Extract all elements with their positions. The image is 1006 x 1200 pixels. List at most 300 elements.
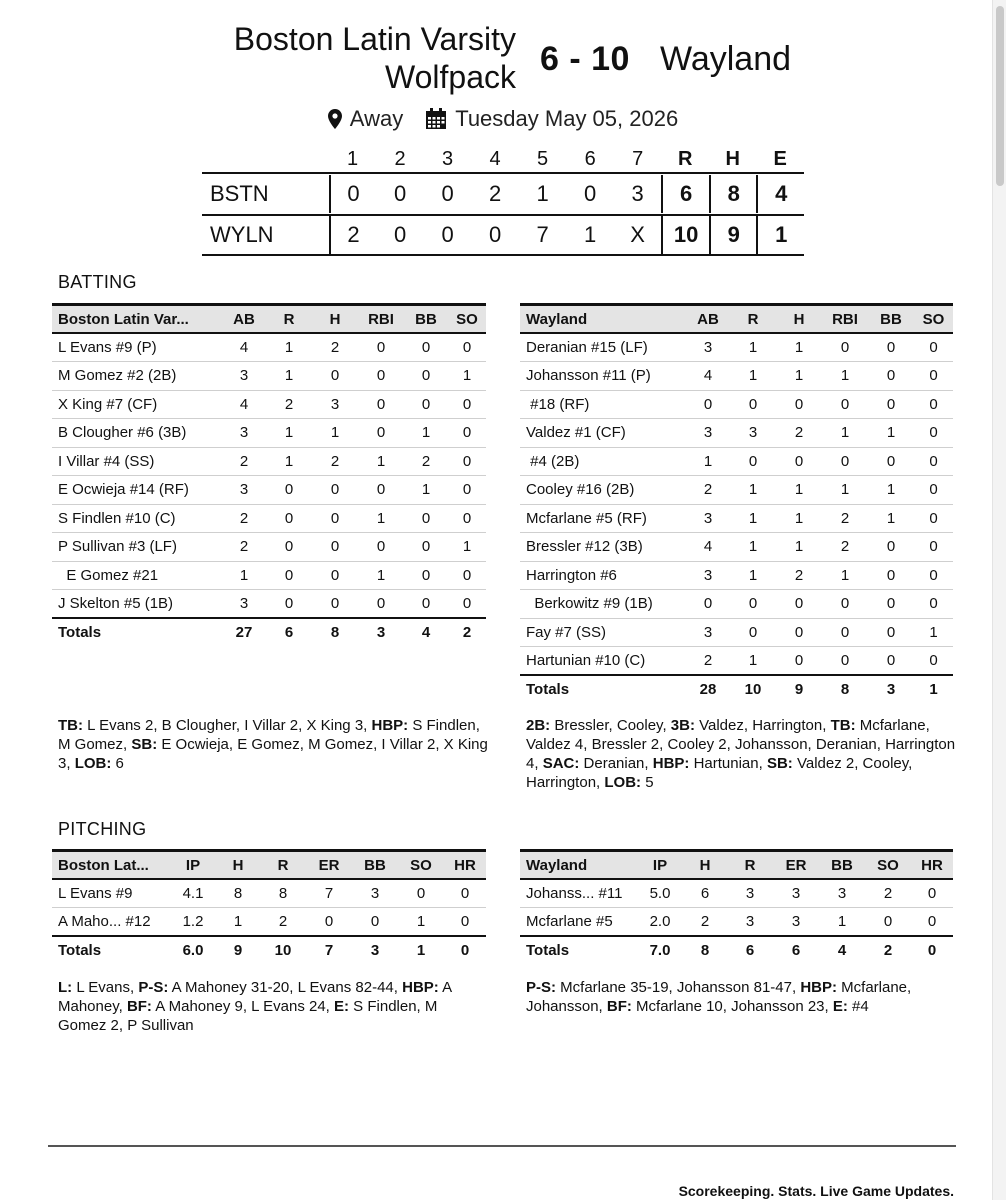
note-label: TB: — [58, 717, 83, 734]
note-text: Mcfarlane, Valdez 4, Bressler 2, Cooley 2, Johansson, Deranian, Harrington 4, — [526, 717, 956, 772]
player-row — [520, 908, 953, 937]
linescore — [202, 146, 804, 256]
stat-cell: 1 — [730, 362, 776, 391]
inning-score: 1 — [536, 181, 549, 206]
stat-cell: 3 — [773, 879, 819, 908]
stat-cell: 0 — [312, 362, 358, 391]
stat-cell: 2 — [222, 504, 266, 533]
player-name: E Gomez #21 — [52, 561, 222, 590]
game-header — [0, 18, 1006, 98]
stat-cell: 2 — [222, 533, 266, 562]
stat-column-header: BB — [880, 310, 902, 328]
stat-cell: 0 — [914, 390, 953, 419]
note-label: L: — [58, 979, 73, 996]
stat-cell: 1.2 — [170, 908, 216, 937]
stat-cell: 3 — [312, 390, 358, 419]
stat-cell: 1 — [776, 333, 822, 362]
stat-cell: 0 — [312, 533, 358, 562]
team-column-header: Boston Lat... — [58, 856, 149, 874]
stat-cell: 1 — [776, 476, 822, 505]
stat-cell: 3 — [686, 561, 730, 590]
stat-cell: 1 — [358, 447, 404, 476]
stat-cell: 0 — [822, 390, 868, 419]
note-label: BF: — [606, 998, 632, 1015]
footer-divider — [48, 1145, 956, 1147]
table-header-row — [520, 851, 953, 880]
player-name: Harrington #6 — [520, 561, 686, 590]
stat-cell: 1 — [266, 447, 312, 476]
stat-cell: 0 — [404, 590, 448, 619]
stat-cell: 1 — [730, 476, 776, 505]
player-name: Mcfarlane #5 — [520, 908, 637, 937]
stat-column-header: IP — [185, 856, 201, 874]
stat-cell: 1 — [730, 561, 776, 590]
note-text: Valdez 2, Cooley, Harrington, — [526, 755, 913, 791]
player-row — [520, 419, 953, 448]
totals-label: Totals — [58, 624, 102, 642]
stat-cell: 2 — [686, 476, 730, 505]
inning-header: 4 — [489, 147, 501, 170]
inning-score: 0 — [393, 181, 407, 206]
stat-cell: 0 — [914, 333, 953, 362]
totals-cell: 3 — [376, 624, 386, 642]
inning-score: 0 — [441, 222, 454, 247]
inning-score: 0 — [488, 222, 502, 247]
errors-header: E — [773, 147, 787, 170]
stat-cell: 1 — [776, 533, 822, 562]
stat-cell: 2 — [266, 390, 312, 419]
totals-cell: 7 — [324, 942, 334, 960]
player-name: Hartunian #10 (C) — [520, 647, 686, 676]
player-row — [52, 590, 486, 619]
stat-cell: 6 — [683, 879, 727, 908]
note-label: SB: — [766, 755, 793, 772]
stat-cell: 2 — [312, 333, 358, 362]
stat-cell: 0 — [868, 362, 914, 391]
player-name: #4 (2B) — [520, 447, 686, 476]
inning-header: 6 — [584, 147, 596, 170]
note-label: HBP: — [652, 755, 690, 772]
note-label: 3B: — [670, 717, 695, 734]
inning-score: 7 — [536, 222, 549, 247]
hits-total: 9 — [709, 216, 757, 254]
stat-cell: 0 — [398, 879, 444, 908]
stat-cell: 0 — [914, 504, 953, 533]
stat-cell: 0 — [868, 618, 914, 647]
stat-cell: 1 — [358, 504, 404, 533]
stat-column-header: H — [699, 856, 711, 874]
hits-header: H — [725, 147, 740, 170]
totals-cell: 10 — [274, 942, 292, 960]
totals-cell: 8 — [840, 681, 850, 699]
player-row — [52, 447, 486, 476]
home-batting-notes — [58, 716, 488, 773]
stat-cell: 0 — [404, 362, 448, 391]
player-row — [520, 879, 953, 908]
player-name: Cooley #16 (2B) — [520, 476, 686, 505]
stat-cell: 0 — [404, 390, 448, 419]
stat-cell: 0 — [911, 908, 953, 937]
stat-column-header: HR — [454, 856, 476, 874]
note-text: #4 — [847, 998, 869, 1015]
player-name: X King #7 (CF) — [52, 390, 222, 419]
stat-cell: 0 — [448, 561, 486, 590]
player-name: E Ocwieja #14 (RF) — [52, 476, 222, 505]
stat-cell: 1 — [266, 362, 312, 391]
stat-cell: 0 — [914, 561, 953, 590]
inning-score: 0 — [441, 181, 454, 206]
stat-cell: 2 — [312, 447, 358, 476]
stat-cell: 4 — [686, 533, 730, 562]
stat-cell: 0 — [868, 447, 914, 476]
inning-score: 0 — [393, 222, 407, 247]
table-header-row — [52, 851, 486, 880]
stat-cell: 0 — [266, 590, 312, 619]
stat-cell: 1 — [266, 333, 312, 362]
stat-cell: 4 — [222, 390, 266, 419]
away-batting-table — [520, 303, 953, 704]
date-info — [425, 106, 678, 132]
note-label: SB: — [131, 736, 158, 753]
player-row — [52, 362, 486, 391]
linescore-body — [202, 172, 804, 256]
stat-cell: 3 — [819, 879, 865, 908]
totals-cell: 3 — [370, 942, 380, 960]
note-text: 5 — [641, 774, 654, 791]
batting-section-title: BATTING — [58, 272, 137, 292]
player-name: J Skelton #5 (1B) — [52, 590, 222, 619]
stat-cell: 0 — [358, 533, 404, 562]
stat-cell: 2 — [822, 504, 868, 533]
stat-cell: 1 — [868, 476, 914, 505]
stat-cell: 1 — [686, 447, 730, 476]
totals-cell: 2 — [883, 942, 893, 960]
stat-cell: 2 — [686, 647, 730, 676]
stat-cell: 0 — [448, 419, 486, 448]
stat-cell: 1 — [819, 908, 865, 937]
player-row — [520, 590, 953, 619]
stat-cell: 1 — [822, 419, 868, 448]
player-row — [520, 647, 953, 676]
stat-cell: 1 — [730, 504, 776, 533]
stat-cell: 0 — [686, 590, 730, 619]
stat-cell: 0 — [914, 590, 953, 619]
totals-cell: 10 — [744, 681, 762, 699]
stat-cell: 3 — [222, 362, 266, 391]
totals-cell: 9 — [794, 681, 804, 699]
stat-cell: 1 — [776, 504, 822, 533]
stat-column-header: ER — [318, 856, 340, 874]
stat-cell: 0 — [266, 561, 312, 590]
errors-total: 4 — [756, 175, 804, 213]
stat-column-header: RBI — [368, 310, 394, 328]
stat-cell: 0 — [358, 333, 404, 362]
totals-cell: 7.0 — [649, 942, 671, 960]
player-name: M Gomez #2 (2B) — [52, 362, 222, 391]
stat-cell: 0 — [448, 447, 486, 476]
stat-cell: 0 — [448, 333, 486, 362]
stat-cell: 3 — [727, 879, 773, 908]
stat-cell: 0 — [730, 390, 776, 419]
stat-cell: 0 — [730, 618, 776, 647]
stat-cell: 3 — [686, 504, 730, 533]
stat-cell: 1 — [448, 533, 486, 562]
stat-cell: 0 — [822, 333, 868, 362]
stat-cell: 0 — [448, 390, 486, 419]
stat-cell: 2 — [222, 447, 266, 476]
player-name: L Evans #9 — [52, 879, 170, 908]
stat-cell: 2 — [865, 879, 911, 908]
home-team-name: Boston Latin Varsity Wolfpack — [233, 21, 516, 95]
stat-cell: 4 — [686, 362, 730, 391]
note-text: L Evans, — [72, 979, 139, 996]
note-text: S Findlen, M Gomez, — [58, 717, 480, 753]
stat-cell: 0 — [914, 447, 953, 476]
stat-column-header: SO — [877, 856, 899, 874]
stat-cell: 0 — [868, 590, 914, 619]
stat-cell: 0 — [266, 504, 312, 533]
away-pitching-table — [520, 849, 953, 965]
player-name: Mcfarlane #5 (RF) — [520, 504, 686, 533]
totals-row — [520, 936, 953, 965]
stat-cell: 3 — [222, 476, 266, 505]
stat-cell: 0 — [358, 390, 404, 419]
away-pitching-notes — [526, 978, 956, 1016]
vertical-scrollbar[interactable] — [992, 0, 1006, 1200]
player-row — [520, 362, 953, 391]
player-row — [52, 879, 486, 908]
inning-score: 1 — [584, 222, 597, 247]
stat-cell: 0 — [312, 504, 358, 533]
player-row — [52, 533, 486, 562]
note-label: TB: — [830, 717, 856, 734]
stat-cell: 0 — [911, 879, 953, 908]
stat-cell: 0 — [868, 647, 914, 676]
stat-cell: 0 — [776, 447, 822, 476]
note-text: 6 — [111, 755, 124, 772]
stat-cell: 2 — [404, 447, 448, 476]
note-label: HBP: — [800, 979, 837, 996]
note-text: Mcfarlane 10, Johansson 23, — [631, 998, 833, 1015]
final-score: 6 - 10 — [540, 40, 630, 78]
stat-cell: 0 — [776, 390, 822, 419]
stat-cell: 1 — [868, 419, 914, 448]
totals-cell: 1 — [929, 681, 938, 699]
stat-cell: 0 — [914, 362, 953, 391]
stat-cell: 2 — [776, 561, 822, 590]
stat-cell: 1 — [914, 618, 953, 647]
stat-cell: 0 — [776, 647, 822, 676]
totals-label: Totals — [526, 681, 570, 699]
stat-cell: 4 — [222, 333, 266, 362]
player-row — [52, 390, 486, 419]
team-column-header: Wayland — [526, 856, 588, 874]
totals-row — [52, 936, 486, 965]
stat-cell: 3 — [352, 879, 398, 908]
stat-column-header: AB — [233, 310, 255, 328]
player-name: Johansson #11 (P) — [520, 362, 686, 391]
stat-cell: 0 — [822, 590, 868, 619]
inning-score: 3 — [631, 181, 644, 206]
stat-column-header: H — [329, 310, 341, 328]
stat-cell: 1 — [868, 504, 914, 533]
stat-cell: 0 — [865, 908, 911, 937]
totals-cell: 4 — [837, 942, 847, 960]
stat-cell: 4.1 — [170, 879, 216, 908]
footer-tagline: Scorekeeping. Stats. Live Game Updates. — [678, 1183, 954, 1199]
inning-score: 0 — [329, 175, 377, 213]
location-info — [328, 106, 403, 132]
stat-cell: 1 — [404, 419, 448, 448]
totals-cell: 6.0 — [182, 942, 204, 960]
stat-cell: 0 — [358, 362, 404, 391]
stat-cell: 7 — [306, 879, 352, 908]
player-name: Berkowitz #9 (1B) — [520, 590, 686, 619]
stat-cell: 0 — [358, 419, 404, 448]
pitching-section-title: PITCHING — [58, 819, 147, 839]
player-name: L Evans #9 (P) — [52, 333, 222, 362]
stat-cell: 1 — [822, 561, 868, 590]
inning-header: 3 — [442, 147, 454, 170]
stat-cell: 0 — [914, 419, 953, 448]
note-label: E: — [334, 998, 350, 1015]
totals-row — [52, 618, 486, 647]
stat-column-header: BB — [415, 310, 437, 328]
runs-total: 10 — [661, 216, 709, 254]
note-label: E: — [832, 998, 848, 1015]
player-row — [520, 333, 953, 362]
player-row — [520, 618, 953, 647]
stat-cell: 1 — [448, 362, 486, 391]
stat-cell: 3 — [686, 618, 730, 647]
totals-cell: 2 — [462, 624, 472, 642]
stat-cell: 0 — [358, 476, 404, 505]
totals-cell: 4 — [421, 624, 431, 642]
stat-column-header: SO — [410, 856, 432, 874]
stat-cell: 0 — [444, 908, 486, 937]
linescore-team: WYLN — [210, 222, 274, 247]
player-row — [520, 504, 953, 533]
inning-score: 2 — [329, 216, 377, 254]
totals-cell: 8 — [700, 942, 710, 960]
stat-cell: 3 — [222, 419, 266, 448]
totals-cell: 6 — [745, 942, 755, 960]
note-text: L Evans 2, B Clougher, I Villar 2, X King 3, — [83, 717, 372, 734]
stat-column-header: ER — [785, 856, 807, 874]
stat-cell: 1 — [730, 647, 776, 676]
player-row — [52, 504, 486, 533]
player-name: B Clougher #6 (3B) — [52, 419, 222, 448]
player-row — [52, 476, 486, 505]
home-pitching-table — [52, 849, 486, 965]
note-text: Bressler, Cooley, — [550, 717, 671, 734]
totals-cell: 8 — [330, 624, 340, 642]
stat-cell: 1 — [266, 419, 312, 448]
stat-cell: 0 — [444, 879, 486, 908]
player-name: P Sullivan #3 (LF) — [52, 533, 222, 562]
stat-cell: 0 — [312, 590, 358, 619]
note-label: 2B: — [526, 717, 551, 734]
stat-column-header: AB — [697, 310, 719, 328]
stat-cell: 8 — [260, 879, 306, 908]
note-text: Deranian, — [579, 755, 653, 772]
stat-cell: 0 — [822, 618, 868, 647]
player-row — [520, 390, 953, 419]
date-text: Tuesday May 05, 2026 — [455, 106, 679, 131]
player-row — [520, 533, 953, 562]
stat-cell: 8 — [216, 879, 260, 908]
stat-cell: 0 — [822, 647, 868, 676]
stat-column-header: BB — [364, 856, 386, 874]
runs-total: 6 — [661, 175, 709, 213]
note-label: BF: — [126, 998, 152, 1015]
stat-cell: 1 — [822, 362, 868, 391]
inning-header: 1 — [346, 147, 359, 170]
player-name: S Findlen #10 (C) — [52, 504, 222, 533]
stat-cell: 3 — [222, 590, 266, 619]
stat-cell: 0 — [868, 333, 914, 362]
stat-cell: 0 — [686, 390, 730, 419]
map-pin-icon — [328, 109, 342, 129]
inning-score: 0 — [584, 181, 597, 206]
stat-cell: 1 — [358, 561, 404, 590]
stat-cell: 0 — [822, 447, 868, 476]
totals-label: Totals — [526, 942, 570, 960]
totals-cell: 6 — [791, 942, 801, 960]
stat-cell: 1 — [398, 908, 444, 937]
player-row — [520, 447, 953, 476]
runs-header: R — [677, 147, 693, 170]
stat-cell: 0 — [730, 447, 776, 476]
stat-column-header: RBI — [832, 310, 858, 328]
stat-cell: 0 — [266, 476, 312, 505]
stat-column-header: HR — [921, 856, 943, 874]
player-name: A Maho... #12 — [52, 908, 170, 937]
stat-cell: 0 — [352, 908, 398, 937]
stat-cell: 0 — [312, 476, 358, 505]
player-name: I Villar #4 (SS) — [52, 447, 222, 476]
stat-cell: 0 — [776, 590, 822, 619]
linescore-row — [202, 174, 804, 214]
stat-column-header: R — [283, 310, 295, 328]
stat-column-header: R — [747, 310, 759, 328]
scrollbar-thumb[interactable] — [996, 6, 1004, 186]
stat-cell: 0 — [404, 561, 448, 590]
note-label: P-S: — [138, 979, 169, 996]
stat-cell: 0 — [776, 618, 822, 647]
stat-cell: 0 — [312, 561, 358, 590]
note-text: A Mahoney 9, L Evans 24, — [151, 998, 335, 1015]
note-text: Mcfarlane 35-19, Johansson 81-47, — [556, 979, 801, 996]
player-name: #18 (RF) — [520, 390, 686, 419]
player-row — [520, 476, 953, 505]
player-row — [52, 419, 486, 448]
note-text: A Mahoney 31-20, L Evans 82-44, — [168, 979, 403, 996]
note-text: Valdez, Harrington, — [694, 717, 831, 734]
stat-cell: 0 — [448, 476, 486, 505]
totals-cell: 27 — [235, 624, 253, 642]
stat-column-header: BB — [831, 856, 853, 874]
stat-cell: 2 — [822, 533, 868, 562]
stat-cell: 2 — [683, 908, 727, 937]
stat-cell: 0 — [404, 533, 448, 562]
note-label: LOB: — [74, 755, 112, 772]
inning-header: 2 — [394, 147, 406, 170]
stat-cell: 0 — [868, 561, 914, 590]
totals-row — [520, 675, 953, 704]
stat-cell: 0 — [868, 390, 914, 419]
note-text: Mcfarlane, Johansson, — [526, 979, 912, 1015]
